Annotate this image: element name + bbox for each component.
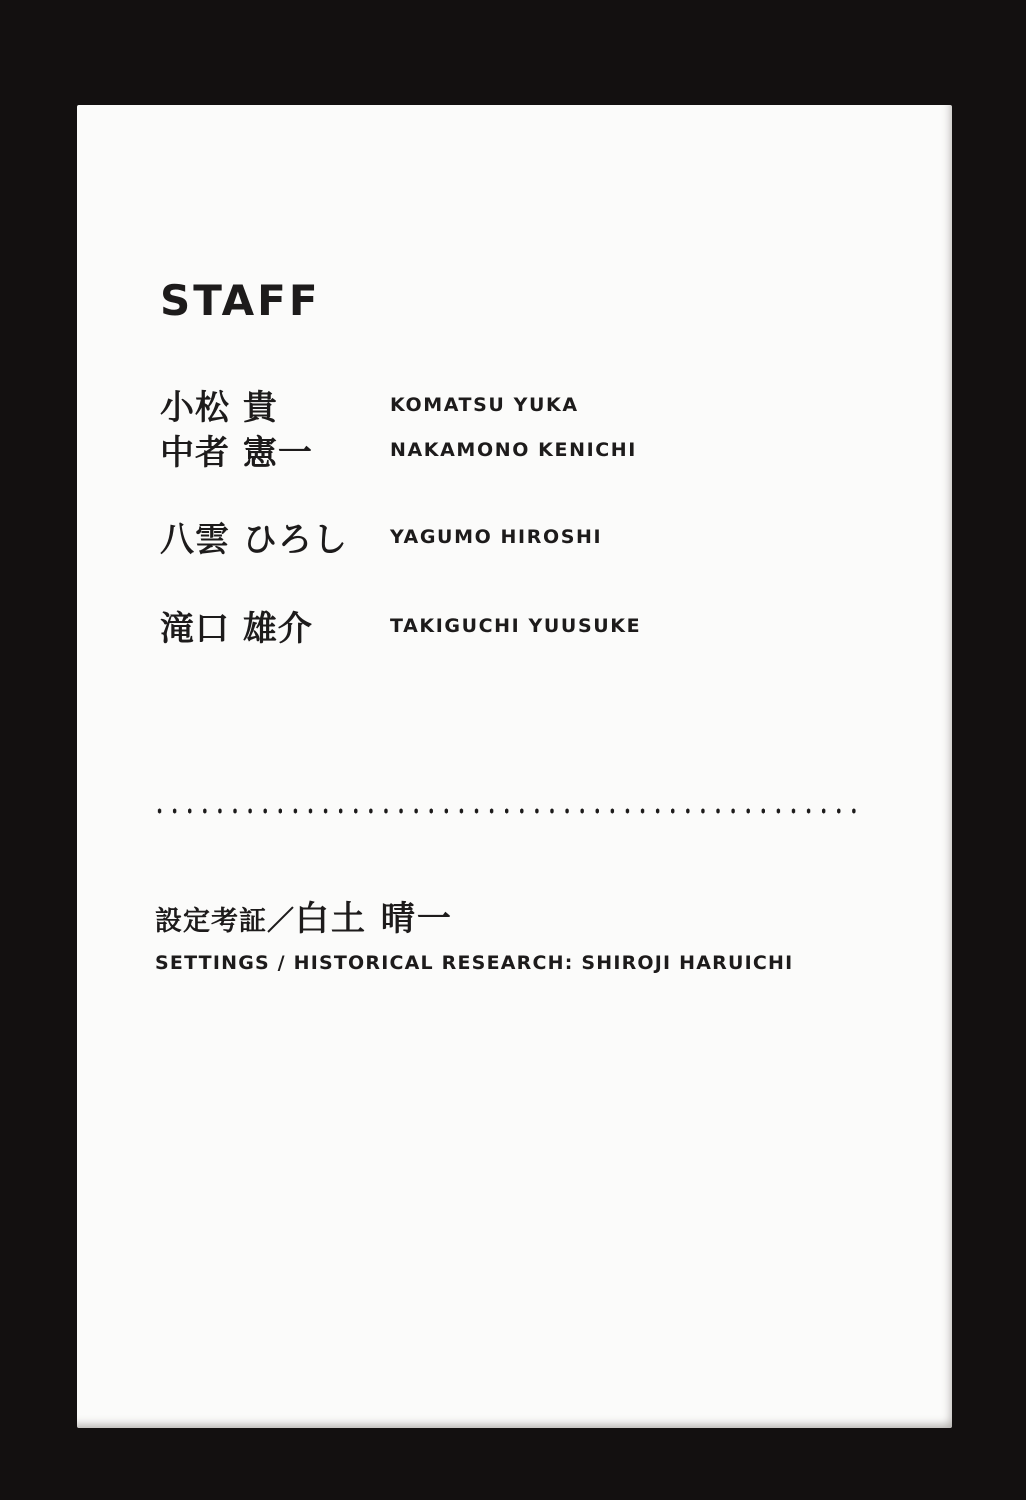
credit-role-japanese: 設定考証／ — [155, 906, 295, 937]
staff-name-japanese: 小松 貴 — [160, 387, 278, 428]
credit-line-japanese — [155, 900, 932, 939]
staff-row — [160, 603, 932, 647]
staff-name-romanized: KOMATSU YUKA — [390, 394, 579, 416]
staff-row — [160, 427, 932, 471]
staff-name-japanese: 中者 憲一 — [160, 432, 313, 473]
staff-row — [160, 514, 932, 558]
staff-name-romanized: NAKAMONO KENICHI — [390, 439, 637, 461]
staff-name-japanese: 八雲 ひろし — [160, 519, 348, 560]
staff-name-romanized: TAKIGUCHI YUUSUKE — [390, 615, 642, 637]
credit-line-romanized: SETTINGS / HISTORICAL RESEARCH: SHIROJI HARUICHI — [155, 952, 794, 975]
page-title: STAFF — [160, 276, 321, 325]
staff-name-japanese: 滝口 雄介 — [160, 608, 313, 649]
credit-block — [155, 900, 932, 974]
dotted-divider — [152, 805, 862, 817]
staff-name-romanized: YAGUMO HIROSHI — [390, 526, 603, 548]
credits-page — [77, 105, 952, 1428]
credit-name-japanese: 白土 晴一 — [295, 899, 453, 939]
staff-row — [160, 382, 932, 426]
